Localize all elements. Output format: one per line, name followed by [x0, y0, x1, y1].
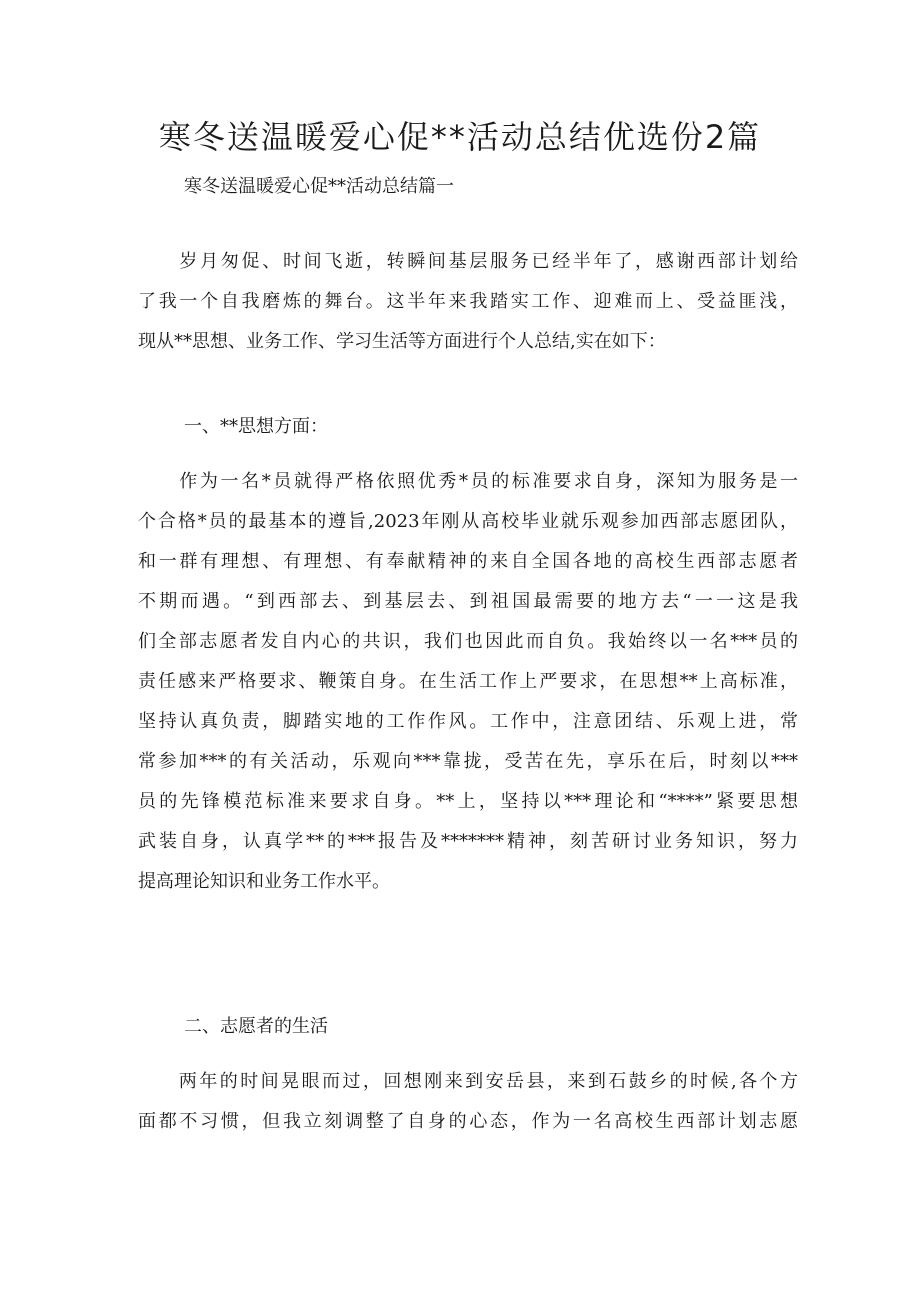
text-line: 个合格*员的最基本的遵旨,2023年刚从高校毕业就乐观参加西部志愿团队，: [138, 511, 798, 532]
text-line: 和一群有理想、有理想、有奉献精神的来自全国各地的高校生西部志愿者: [138, 551, 798, 572]
text-line: 作为一名*员就得严格依照优秀*员的标准要求自身，深知为服务是一: [138, 471, 798, 492]
document-subtitle: 寒冬送温暖爱心促**活动总结篇一: [184, 176, 454, 197]
paragraph-volunteer-life: [138, 1062, 798, 1142]
section-heading-ideology: 一、**思想方面：: [184, 416, 328, 437]
text-line: 面都不习惯，但我立刻调整了自身的心态，作为一名高校生西部计划志愿: [138, 1111, 798, 1132]
text-line: 们全部志愿者发自内心的共识，我们也因此而自负。我始终以一名***员的: [138, 631, 798, 652]
text-line: 了我一个自我磨炼的舞台。这半年来我踏实工作、迎难而上、受益匪浅，: [138, 291, 798, 312]
text-line: 提高理论知识和业务工作水平。: [138, 871, 390, 892]
text-line: 武装自身，认真学**的***报告及*******精神，刻苦研讨业务知识，努力: [138, 831, 798, 852]
text-line: 岁月匆促、时间飞逝，转瞬间基层服务已经半年了，感谢西部计划给: [138, 251, 798, 272]
document-title: 寒冬送温暖爱心促**活动总结优选份2篇: [158, 118, 762, 156]
paragraph-ideology: [138, 462, 798, 902]
section-heading-volunteer-life: 二、志愿者的生活: [184, 1016, 328, 1037]
text-line: 员的先锋模范标准来要求自身。**上，坚持以***理论和“****”紧要思想: [138, 791, 798, 812]
text-line: 责任感来严格要求、鞭策自身。在生活工作上严要求，在思想**上高标准，: [138, 671, 798, 692]
text-line: 现从**思想、业务工作、学习生活等方面进行个人总结,实在如下：: [138, 331, 666, 352]
text-line: 坚持认真负责，脚踏实地的工作作风。工作中，注意团结、乐观上进，常: [138, 711, 798, 732]
text-line: 不期而遇。“到西部去、到基层去、到祖国最需要的地方去“一一这是我: [138, 591, 798, 612]
text-line: 两年的时间晃眼而过，回想刚来到安岳县，来到石鼓乡的时候,各个方: [138, 1071, 798, 1092]
paragraph-intro: [138, 242, 798, 362]
text-line: 常参加***的有关活动，乐观向***靠拢，受苦在先，享乐在后，时刻以***: [138, 751, 798, 772]
